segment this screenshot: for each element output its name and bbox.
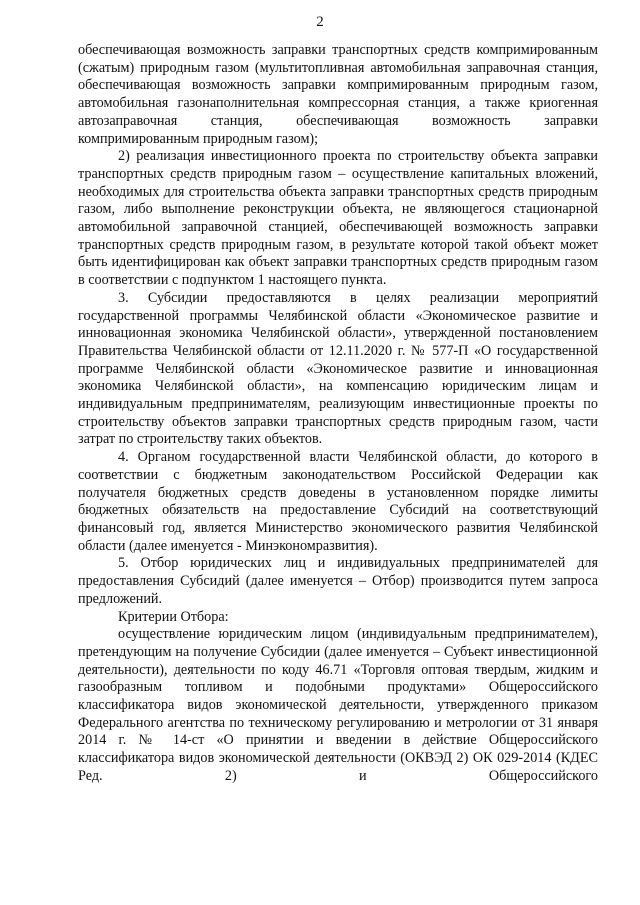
- page-number: 2: [316, 14, 324, 30]
- paragraph-item-5: 5. Отбор юридических лиц и индивидуальных предпринимателей для предоставления Субсидий (далее именуется – Отбор) производится путем запроса предложений.: [78, 555, 598, 607]
- paragraph-1-continued: обеспечивающая возможность заправки транспортных средств компримированным (сжатым) природным газом (мультитопливная автомобильная заправочная станция, обеспечивающая возможность заправки компримированным природным газом, автомобильная газонаполнительная компрессорная станция, а также криогенная автозаправочная станция, обеспечивающая возможность заправки компримированным природным газом);: [78, 42, 598, 147]
- paragraph-subitem-2: 2) реализация инвестиционного проекта по строительству объекта заправки транспортных средств природным газом – осуществление капитальных вложений, необходимых для строительства объекта заправки транспортных средств природным газом, либо выполнение реконструкции объекта, не являющегося стационарной автомобильной заправочной станцией, обеспечивающей возможность заправки транспортных средств природным газом, в результате которой такой объект может быть идентифицирован как объект заправки транспортных средств природным газом в соответствии с подпунктом 1 настоящего пункта.: [78, 148, 598, 289]
- selection-criteria-heading: Критерии Отбора:: [118, 608, 229, 625]
- selection-criterion-paragraph: осуществление юридическим лицом (индивидуальным предпринимателем), претендующим на получение Субсидии (далее именуется – Субъект инвестиционной деятельности), деятельности по коду 46.71 «Торговля оптовая твердым, жидким и газообразным топливом и подобными продуктами» Общероссийского классификатора видов экономической деятельности, утвержденного приказом Федерального агентства по техническому регулированию и метрологии от 31 января 2014 г. № 14-ст «О принятии и введении в действие Общероссийского классификатора видов экономической деятельности (ОКВЭД 2) ОК 029-2014 (КДЕС Ред. 2) и Общероссийского: [78, 626, 598, 784]
- paragraph-item-3: 3. Субсидии предоставляются в целях реализации мероприятий государственной программы Челябинской области «Экономическое развитие и инновационная экономика Челябинской области», утвержденной постановлением Правительства Челябинской области от 12.11.2020 г. № 577-П «О государственной программе Челябинской области «Экономическое развитие и инновационная экономика Челябинской области», на компенсацию юридическим лицам и индивидуальным предпринимателям, реализующим инвестиционные проекты по строительству объектов заправки транспортных средств природным газом, части затрат по строительству таких объектов.: [78, 289, 598, 448]
- document-body: [78, 42, 598, 786]
- paragraph-item-4: 4. Органом государственной власти Челябинской области, до которого в соответствии с бюджетным законодательством Российской Федерации как получателя бюджетных средств доведены в установленном порядке лимиты бюджетных обязательств на предоставление Субсидий на соответствующий финансовый год, является Министерство экономического развития Челябинской области (далее именуется - Минэкономразвития).: [78, 449, 598, 554]
